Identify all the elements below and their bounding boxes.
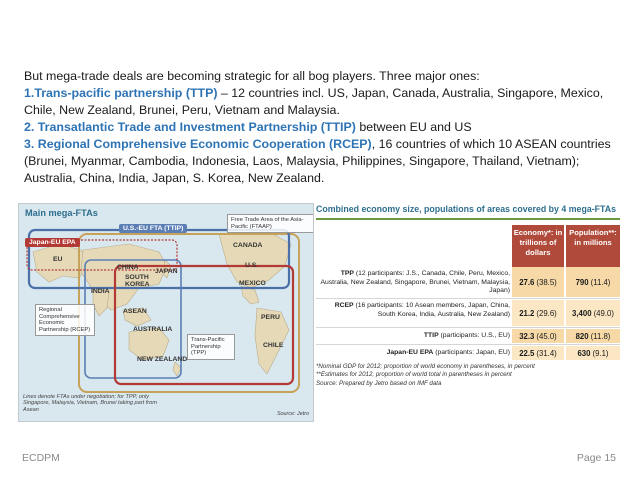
india-label: INDIA — [91, 288, 110, 295]
economy-share: (29.6) — [536, 308, 557, 318]
economy-share: (38.5) — [536, 277, 557, 287]
map-source: Source: Jetro — [276, 411, 309, 417]
table-title-rule — [316, 218, 620, 220]
row-label — [316, 270, 510, 296]
land-nz — [173, 362, 181, 376]
table-note-3: Source: Prepared by Jetro based on IMF data — [316, 379, 442, 387]
table-row — [316, 267, 620, 297]
ttip-text: between EU and US — [355, 120, 472, 134]
map-title: Main mega-FTAs — [25, 208, 98, 218]
population-cell — [566, 300, 620, 326]
new-zealand-label: NEW ZEALAND — [137, 356, 188, 363]
population-cell — [566, 346, 620, 360]
us-eu-fta-label: U.S.-EU FTA (TTIP) — [119, 224, 187, 233]
row-label-bold: RCEP — [334, 302, 354, 309]
row-separator — [316, 344, 620, 345]
row-label — [316, 349, 510, 358]
population-value: 790 — [575, 277, 589, 287]
canada-label: CANADA — [233, 242, 263, 249]
ttip-label: 2. Transatlantic Trade and Investment Partnership (TTIP) — [24, 120, 356, 134]
row-label — [316, 302, 510, 319]
ftaap-label: Free Trade Area of the Asia-Pacific (FTAAP) — [227, 214, 314, 233]
economy-share: (31.4) — [536, 348, 557, 358]
rcep-text: , 16 countries of which 10 ASEAN countries (Brunei, Myanmar, Cambodia, Indonesia, Laos, Malaysia, Philippines, Singapore, Thailand, Vietnam); Australia, China, India, Japan, S. Korea, New Zealand. — [24, 137, 611, 185]
population-value: 630 — [577, 348, 591, 358]
intro-text — [24, 68, 620, 187]
australia-label: AUSTRALIA — [133, 326, 173, 333]
economy-column-header: Economy*: in trillions of dollars — [512, 225, 564, 268]
mexico-label: MEXICO — [239, 280, 266, 287]
row-separator — [316, 298, 620, 299]
row-label-bold: TPP — [340, 270, 354, 277]
china-label: CHINA — [117, 264, 139, 271]
ttp-label: 1.Trans-pacific partnership (TTP) — [24, 86, 218, 100]
tpp-map-label: Trans-Pacific Partnership (TPP) — [187, 334, 235, 360]
japan-eu-epa-label: Japan-EU EPA — [25, 238, 80, 247]
population-share: (11.8) — [590, 331, 611, 341]
table-row — [316, 346, 620, 360]
table-notes — [316, 363, 535, 388]
population-value: 3,400 — [572, 308, 592, 318]
row-label — [316, 332, 510, 341]
row-label-text: (participants: Japan, EU) — [433, 349, 510, 356]
page-number: Page 15 — [576, 452, 616, 464]
population-share: (49.0) — [593, 308, 614, 318]
japan-label: JAPAN — [155, 268, 178, 275]
economy-value: 27.6 — [519, 277, 535, 287]
row-label-text: (participants: U.S., EU) — [438, 332, 510, 339]
table-row — [316, 300, 620, 326]
peru-label: PERU — [261, 314, 280, 321]
rcep-map-label: Regional Comprehensive Economic Partnership (RCEP) — [35, 304, 95, 336]
rcep-label: 3. Regional Comprehensive Economic Cooperation (RCEP) — [24, 137, 372, 151]
population-cell — [566, 267, 620, 297]
asean-label: ASEAN — [123, 308, 147, 315]
economy-cell — [512, 300, 564, 326]
land-europe — [33, 244, 89, 282]
population-column-header: Population**: in millions — [566, 225, 620, 268]
chile-label: CHILE — [263, 342, 284, 349]
intro-line-1: But mega-trade deals are becoming strategic for all bog players. Three major ones: — [24, 69, 480, 83]
population-share: (11.4) — [590, 277, 611, 287]
ttp-text: – 12 countries incl. US, Japan, Canada, Australia, Singapore, Mexico, Chile, New Zealand, Brunei, Peru, Vietnam and Malaysia. — [24, 86, 604, 117]
population-value: 820 — [575, 331, 589, 341]
south-korea-label: SOUTH KOREA — [125, 274, 150, 288]
row-label-text: (16 participants: 10 Asean members, Japan, China, South Korea, India, Australia, New Zealand) — [353, 302, 510, 318]
economy-cell — [512, 346, 564, 360]
economy-value: 21.2 — [519, 308, 535, 318]
us-label: U.S. — [245, 262, 259, 269]
population-cell — [566, 329, 620, 343]
table-note-1: *Nominal GDP for 2012; proportion of world economy in parentheses, in percent — [316, 363, 535, 370]
mega-fta-table — [316, 203, 624, 420]
table-note-2: **Estimates for 2012, proportion of world total in parentheses in percent — [316, 371, 512, 379]
intro-rcep — [24, 136, 620, 187]
row-label-bold: TTIP — [423, 332, 439, 339]
economy-share: (45.0) — [536, 331, 557, 341]
footer-org: ECDPM — [22, 452, 60, 464]
economy-cell — [512, 329, 564, 343]
intro-ttip — [24, 119, 620, 136]
row-label-bold: Japan-EU EPA — [386, 349, 434, 356]
economy-cell — [512, 267, 564, 297]
economy-value: 32.3 — [519, 331, 535, 341]
row-separator — [316, 327, 620, 328]
eu-label: EU — [53, 256, 63, 263]
mega-fta-map — [18, 203, 314, 422]
intro-ttp — [24, 85, 620, 119]
map-footnote: Lines denote FTAs under negotiation; for TPP, only Singapore, Malaysia, Vietnam, Brunei taking part from Asean — [23, 394, 157, 413]
economy-value: 22.5 — [519, 348, 535, 358]
row-label-text: (12 participants: J.S., Canada, Chile, Peru, Mexico, Australia, New Zealand, Singapore, Brunei, Vietnam, Malaysia, Japan) — [320, 270, 510, 295]
table-title: Combined economy size, populations of areas covered by 4 mega-FTAs — [316, 204, 616, 214]
population-share: (9.1) — [592, 348, 609, 358]
table-row — [316, 329, 620, 343]
